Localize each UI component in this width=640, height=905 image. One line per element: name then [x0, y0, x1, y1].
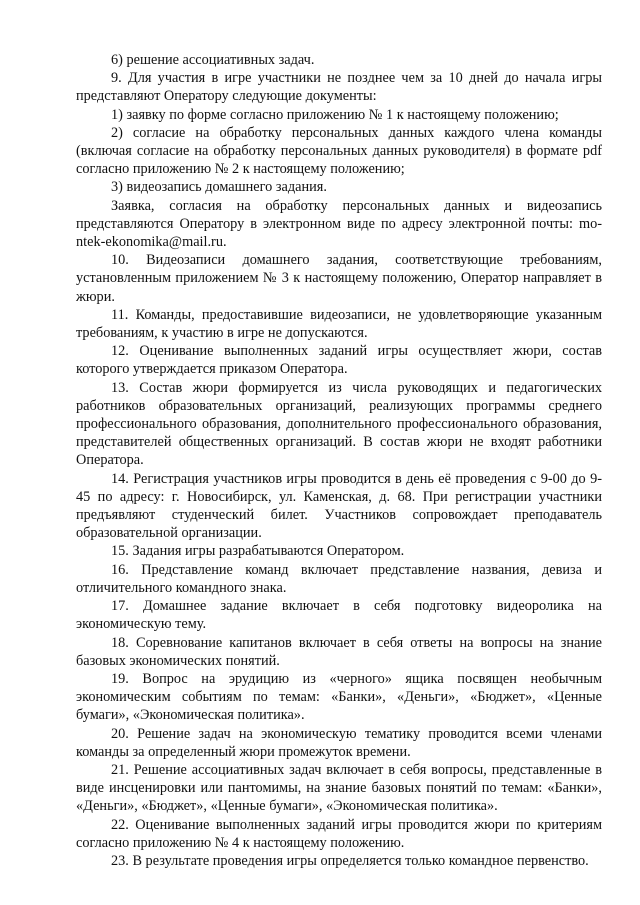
paragraph-clause-18: 18. Соревнование капитанов включает в себя ответы на вопросы на знание базовых экономических понятий.: [76, 634, 602, 669]
paragraph-clause-11: 11. Команды, предоставившие видеозаписи, не удовлетворяющие указанным требованиям, к участию в игре не допускаются.: [76, 306, 602, 342]
paragraph-application-email: Заявка, согласия на обработку персональных данных и видеозапись представляются Оператору в электронном виде по адресу электронной почты: mo-ntek-ekonomika@mail.ru.: [76, 197, 602, 251]
paragraph-clause-16: 16. Представление команд включает представление названия, девиза и отличительного командного знака.: [76, 561, 602, 596]
paragraph-clause-9: 9. Для участия в игре участники не позднее чем за 10 дней до начала игры представляют Оператору следующие документы:: [76, 70, 602, 105]
paragraph-clause-19: 19. Вопрос на эрудицию из «черного» ящика посвящен необычным экономическим событиям по темам: «Банки», «Деньги», «Бюджет», «Ценные бумаги», «Экономическая политика».: [76, 670, 602, 724]
paragraph-clause-10: 10. Видеозаписи домашнего задания, соответствующие требованиям, установленным приложением № 3 к настоящему положению, Оператор направляет в жюри.: [76, 252, 602, 305]
paragraph-clause-15: 15. Задания игры разрабатываются Оператором.: [111, 543, 405, 560]
paragraph-clause-22: 22. Оценивание выполненных заданий игры проводится жюри по критериям согласно приложению № 4 к настоящему положению.: [76, 816, 602, 851]
paragraph-item-6: 6) решение ассоциативных задач.: [111, 52, 315, 68]
paragraph-clause-12: 12. Оценивание выполненных заданий игры осуществляет жюри, состав которого утверждается приказом Оператора.: [76, 343, 602, 378]
paragraph-clause-17: 17. Домашнее задание включает в себя подготовку видеоролика на экономическую тему.: [76, 598, 602, 633]
paragraph-sub-3: 3) видеозапись домашнего задания.: [111, 179, 327, 196]
document-body: [76, 51, 602, 870]
paragraph-sub-2: 2) согласие на обработку персональных данных каждого члена команды (включая согласие на обработку персональных данных руководителя) в формате pdf согласно приложению № 2 к настоящему положению;: [76, 124, 602, 178]
paragraph-clause-14: 14. Регистрация участников игры проводится в день её проведения с 9-00 до 9-45 по адресу: г. Новосибирск, ул. Каменская, д. 68. При регистрации участники предъявляют студенческий билет. Участников сопровождает преподаватель образовательной организации.: [76, 470, 602, 542]
paragraph-clause-23: 23. В результате проведения игры определяется только командное первенство.: [111, 852, 589, 869]
paragraph-sub-1: 1) заявку по форме согласно приложению № 1 к настоящему положению;: [111, 106, 559, 123]
paragraph-clause-21: 21. Решение ассоциативных задач включает в себя вопросы, представленные в виде инсценировки или пантомимы, на знание базовых понятий по темам: «Банки», «Деньги», «Бюджет», «Ценные бумаги», «Экономическая политика».: [76, 761, 602, 815]
paragraph-clause-13: 13. Состав жюри формируется из числа руководящих и педагогических работников образовательных организаций, реализующих программы среднего профессионального образования, дополнительного профессионального образования, представителей общественных организаций. В состав жюри не входят работники Оператора.: [76, 379, 602, 469]
paragraph-clause-20: 20. Решение задач на экономическую тематику проводится всеми членами команды за определенный жюри промежуток времени.: [76, 725, 602, 760]
